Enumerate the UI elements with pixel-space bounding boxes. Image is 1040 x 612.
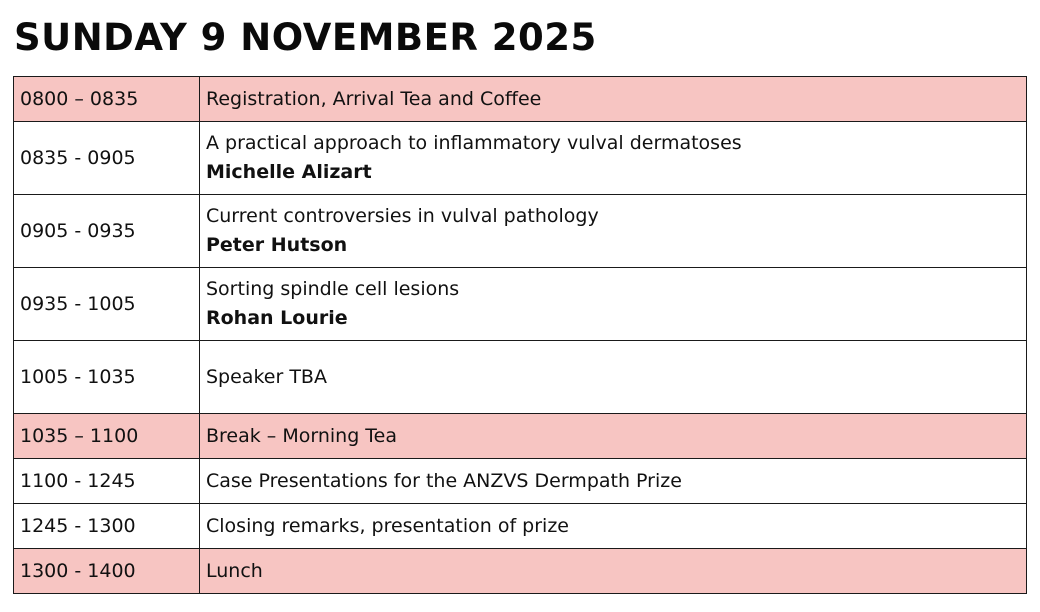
session-title: Break – Morning Tea xyxy=(206,424,398,447)
session-cell xyxy=(200,122,1027,195)
session-title: Sorting spindle cell lesions xyxy=(206,278,460,300)
schedule-row-session xyxy=(14,268,1027,341)
session-title: Lunch xyxy=(206,559,263,582)
session-cell xyxy=(200,414,1027,459)
session-cell xyxy=(200,549,1027,594)
schedule-row-break xyxy=(14,549,1027,594)
time-cell: 0935 - 1005 xyxy=(14,268,200,341)
time-cell: 0905 - 0935 xyxy=(14,195,200,268)
session-title: A practical approach to inflammatory vulval dermatoses xyxy=(206,132,742,154)
session-title: Registration, Arrival Tea and Coffee xyxy=(206,87,542,110)
session-title: Closing remarks, presentation of prize xyxy=(206,514,569,537)
session-title: Current controversies in vulval pathology xyxy=(206,205,599,227)
schedule-row-session xyxy=(14,504,1027,549)
time-cell: 0835 - 0905 xyxy=(14,122,200,195)
session-cell xyxy=(200,77,1027,122)
session-cell xyxy=(200,341,1027,414)
session-cell xyxy=(200,459,1027,504)
schedule-row-session xyxy=(14,122,1027,195)
time-cell: 1005 - 1035 xyxy=(14,341,200,414)
time-cell: 1035 – 1100 xyxy=(14,414,200,459)
time-cell: 1100 - 1245 xyxy=(14,459,200,504)
schedule-table xyxy=(13,76,1027,594)
schedule-row-break xyxy=(14,414,1027,459)
session-title: Case Presentations for the ANZVS Dermpath Prize xyxy=(206,469,682,492)
speaker-name: Peter Hutson xyxy=(206,234,348,256)
session-cell xyxy=(200,268,1027,341)
time-cell: 1245 - 1300 xyxy=(14,504,200,549)
session-cell xyxy=(200,195,1027,268)
speaker-name: Rohan Lourie xyxy=(206,307,348,329)
schedule-row-break xyxy=(14,77,1027,122)
time-cell: 0800 – 0835 xyxy=(14,77,200,122)
time-cell: 1300 - 1400 xyxy=(14,549,200,594)
schedule-row-session xyxy=(14,459,1027,504)
page-title: SUNDAY 9 NOVEMBER 2025 xyxy=(14,16,597,59)
speaker-name: Michelle Alizart xyxy=(206,161,372,183)
schedule-row-session xyxy=(14,195,1027,268)
schedule-row-session xyxy=(14,341,1027,414)
session-cell xyxy=(200,504,1027,549)
session-title: Speaker TBA xyxy=(206,365,327,388)
